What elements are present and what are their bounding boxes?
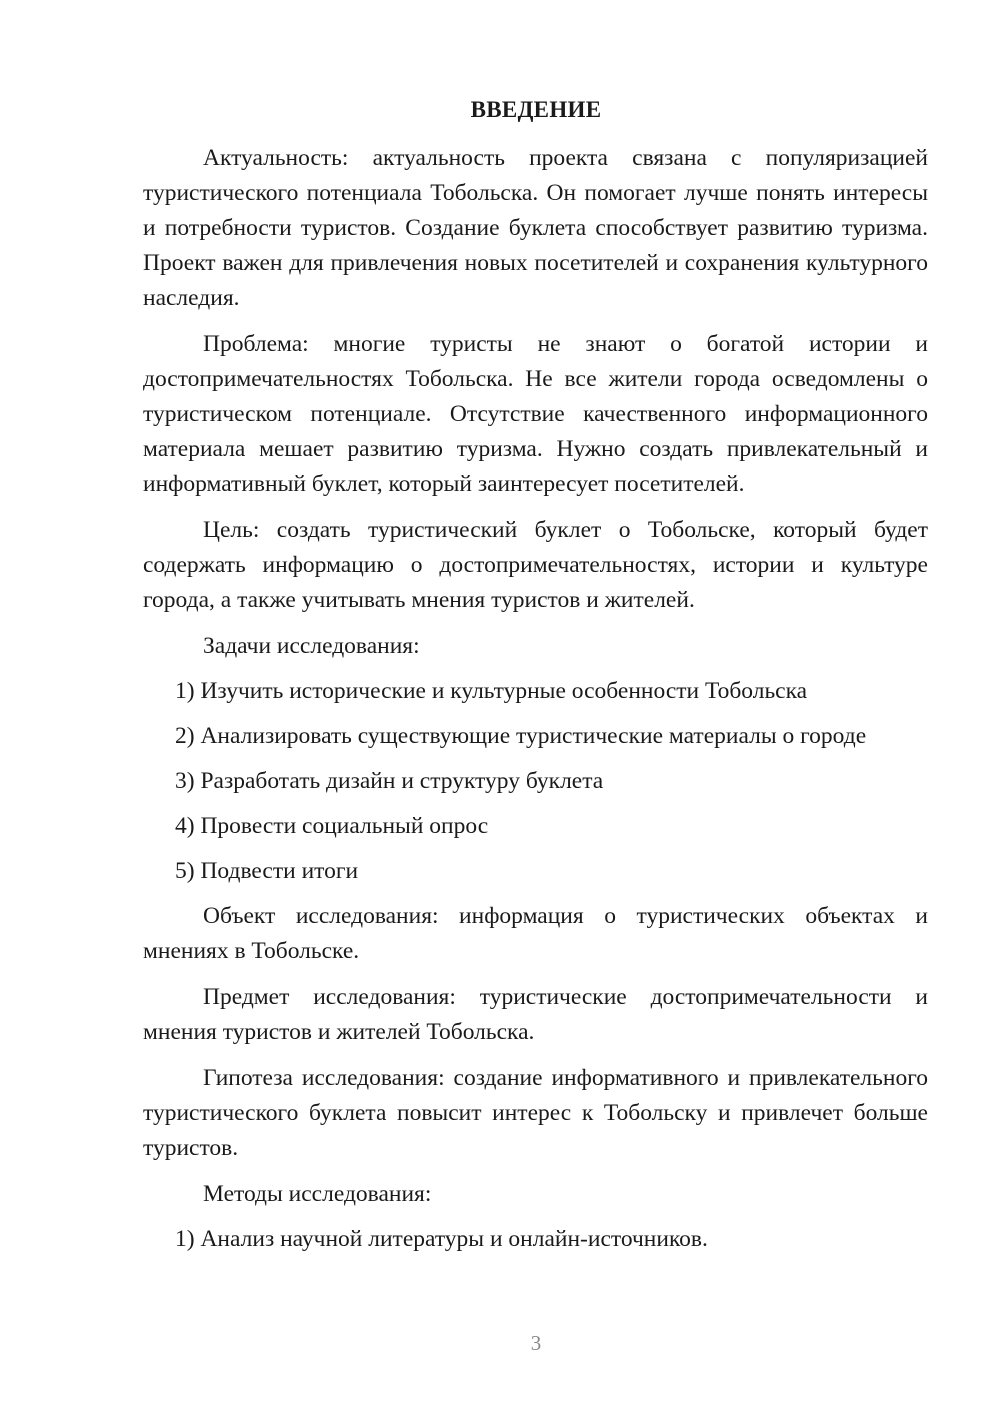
tasks-heading: Задачи исследования: bbox=[203, 633, 420, 659]
hypothesis-paragraph: Гипотеза исследования: создание информативного и привлекательного туристического буклета повысит интерес к Тобольску и привлечет больше туристов. bbox=[143, 1065, 928, 1161]
methods-list bbox=[143, 1222, 928, 1257]
list-item: 5) Подвести итоги bbox=[175, 858, 359, 884]
list-item: 2) Анализировать существующие туристические материалы о городе bbox=[175, 723, 867, 749]
document-body bbox=[143, 141, 928, 1267]
page-number: 3 bbox=[530, 1331, 542, 1355]
relevance-paragraph: Актуальность: актуальность проекта связана с популяризацией туристического потенциала Тобольска. Он помогает лучше понять интересы и потребности туристов. Создание буклета способствует развитию туризма. Проект важен для привлечения новых посетителей и сохранения культурного наследия. bbox=[143, 145, 928, 311]
problem-paragraph: Проблема: многие туристы не знают о богатой истории и достопримечательностях Тобольска. Не все жители города осведомлены о туристическом потенциале. Отсутствие качественного информационного материала мешает развитию туризма. Нужно создать привлекательный и информативный буклет, который заинтересует посетителей. bbox=[143, 331, 928, 497]
list-item: 1) Изучить исторические и культурные особенности Тобольска bbox=[175, 678, 808, 704]
methods-heading: Методы исследования: bbox=[203, 1181, 432, 1207]
tasks-list bbox=[143, 674, 928, 889]
list-item: 4) Провести социальный опрос bbox=[175, 813, 489, 839]
list-item: 3) Разработать дизайн и структуру буклета bbox=[175, 768, 604, 794]
object-paragraph: Объект исследования: информация о туристических объектах и мнениях в Тобольске. bbox=[143, 903, 928, 964]
subject-paragraph: Предмет исследования: туристические достопримечательности и мнения туристов и жителей Тобольска. bbox=[143, 984, 928, 1045]
page-title: ВВЕДЕНИЕ bbox=[470, 97, 602, 122]
list-item: 1) Анализ научной литературы и онлайн-источников. bbox=[175, 1226, 708, 1252]
goal-paragraph: Цель: создать туристический буклет о Тобольске, который будет содержать информацию о достопримечательностях, истории и культуре города, а также учитывать мнения туристов и жителей. bbox=[143, 517, 928, 613]
